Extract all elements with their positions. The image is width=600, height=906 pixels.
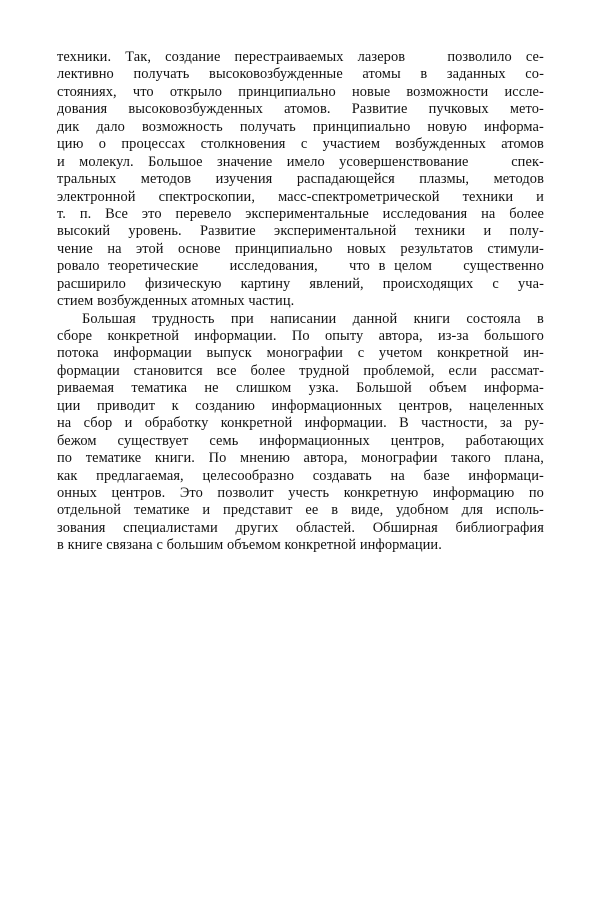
word: что: [132, 83, 154, 100]
word: участием: [322, 136, 381, 153]
word: все: [216, 362, 237, 379]
word: выпуск: [206, 345, 252, 362]
text-line: [57, 311, 544, 328]
word: конкретной: [107, 328, 180, 344]
word: принципиально: [312, 118, 411, 135]
word: конкретной: [437, 345, 509, 362]
text-line: [57, 136, 544, 153]
text-line: [57, 206, 544, 223]
word: электронной: [57, 188, 136, 205]
word: объем: [429, 380, 467, 397]
text-line: [57, 485, 544, 502]
word: Большой: [356, 380, 412, 397]
word: опыту: [324, 328, 364, 344]
word: формации: [57, 362, 120, 379]
paragraph-1: [57, 49, 544, 311]
word: монографии: [361, 450, 438, 467]
word: перевело: [175, 205, 232, 222]
word: информа-: [484, 118, 544, 135]
word: целом: [394, 258, 432, 275]
word: потока: [57, 345, 99, 362]
word: ровало: [57, 258, 100, 275]
word: экспериментальной: [274, 223, 397, 240]
text-line: [57, 84, 544, 101]
word: усовершенствование: [339, 153, 469, 170]
text-line: [57, 223, 544, 240]
word: картину: [240, 275, 291, 292]
word: информации.: [194, 328, 277, 344]
word: В: [399, 415, 409, 432]
word: спектроскопии,: [158, 188, 256, 205]
word: техники: [462, 188, 514, 205]
word: этой: [136, 240, 164, 257]
word: Это: [179, 484, 203, 501]
word: по: [528, 484, 544, 501]
text-line: [57, 189, 544, 206]
word: получать: [239, 118, 296, 135]
word: атомов.: [284, 101, 331, 118]
word: что: [349, 258, 370, 275]
word: пучковых: [428, 101, 489, 118]
word: автора,: [378, 328, 423, 344]
word: если: [448, 362, 477, 379]
word: мнению: [240, 450, 290, 467]
word: такого: [451, 450, 491, 467]
word: тральных: [57, 171, 117, 188]
word: и: [57, 153, 65, 170]
word: и: [483, 223, 492, 240]
word: обработку: [144, 415, 209, 432]
word: риваемая: [57, 380, 115, 397]
word: лективно: [57, 66, 114, 83]
word: написании: [270, 310, 337, 327]
word: ин-: [523, 345, 544, 362]
word: позволит: [217, 484, 274, 501]
word: конкретной: [220, 415, 293, 432]
word: ее: [305, 502, 319, 519]
word: за: [500, 415, 513, 432]
word: техники.: [57, 49, 112, 65]
word: значение: [216, 153, 273, 170]
word: центров.: [111, 484, 166, 501]
word: удобном: [396, 502, 449, 519]
word: методов: [140, 171, 192, 188]
word: информационных: [271, 397, 383, 414]
word: нацеленных: [468, 397, 544, 414]
word: исследования,: [229, 258, 318, 275]
word: приводит: [96, 397, 156, 414]
word: физическую: [145, 275, 222, 292]
text-line: [57, 468, 544, 485]
word: перестраиваемых: [234, 49, 344, 65]
word: с: [357, 345, 365, 362]
word: по: [57, 450, 73, 467]
word: со-: [525, 66, 544, 83]
word: исполь-: [495, 502, 544, 519]
text-line: [57, 276, 544, 293]
word: отдельной: [57, 502, 122, 519]
word: По: [208, 450, 227, 467]
text-line: [57, 380, 544, 397]
word: существует: [117, 432, 189, 449]
word: для: [461, 502, 484, 519]
text-line: [57, 49, 544, 66]
word: онных: [57, 484, 97, 501]
word: слишком: [235, 380, 292, 397]
word: более: [250, 362, 286, 379]
word: на: [390, 467, 405, 484]
word: стояниях,: [57, 83, 117, 100]
text-line: [57, 398, 544, 415]
word: Обширная: [372, 519, 438, 536]
word: дик: [57, 118, 80, 135]
word: на: [481, 205, 496, 222]
word: автора,: [303, 450, 348, 467]
word: возбужденных: [395, 136, 486, 153]
word: из-за: [437, 328, 469, 344]
word: атомы: [362, 66, 401, 83]
word: Большое: [148, 153, 203, 170]
word: Все: [105, 205, 129, 222]
word: иссле-: [504, 83, 544, 100]
word: изучения: [215, 171, 273, 188]
text-line: [57, 154, 544, 171]
word: областей.: [296, 519, 356, 536]
text-line: [57, 520, 544, 537]
word: существенно: [463, 258, 544, 275]
word: ции: [57, 397, 81, 414]
word: получать: [133, 66, 190, 83]
word: на: [57, 415, 72, 432]
word: Развитие: [351, 101, 408, 118]
word: результатов: [400, 240, 473, 257]
text-line: [57, 415, 544, 432]
word: новых: [346, 240, 386, 257]
word: в: [537, 310, 544, 327]
word: учетом: [378, 345, 423, 362]
word: созданию: [195, 397, 255, 414]
word: специалистами: [123, 519, 218, 536]
word: чение: [57, 240, 93, 257]
word: предлагаемая,: [96, 467, 184, 484]
word: становится: [133, 362, 203, 379]
word: и: [536, 188, 544, 205]
text-line: [57, 171, 544, 188]
word: учесть: [288, 484, 330, 501]
word: узка.: [308, 380, 339, 397]
word: при: [230, 310, 254, 327]
text-line: [57, 433, 544, 450]
word: стимули-: [487, 240, 544, 257]
word: с: [300, 136, 308, 153]
word: столкновения: [200, 136, 286, 153]
word: дало: [96, 118, 125, 135]
word: техники: [414, 223, 466, 240]
word: молекул.: [79, 153, 134, 170]
word: бежом: [57, 432, 97, 449]
word: состояла: [466, 310, 521, 327]
word: базе: [423, 467, 450, 484]
word: возможности: [406, 83, 489, 100]
word: в: [331, 502, 339, 519]
word: цию: [57, 136, 84, 153]
word: уча-: [517, 275, 544, 292]
word: методов: [493, 171, 544, 188]
body-text-block: [57, 49, 544, 555]
word: плазмы,: [419, 171, 470, 188]
word: мето-: [509, 101, 544, 118]
word: се-: [525, 49, 544, 65]
word: новую: [427, 118, 468, 135]
word: частности,: [421, 415, 488, 432]
word: не: [204, 380, 219, 397]
text-line: [57, 241, 544, 258]
word: данной: [352, 310, 398, 327]
word: к: [171, 397, 179, 414]
word: основе: [178, 240, 221, 257]
word: с: [492, 275, 499, 292]
word: информационных: [259, 432, 370, 449]
word: в: [420, 66, 428, 83]
word: возможность: [141, 118, 223, 135]
word: информации: [113, 345, 192, 362]
word: конкретную: [343, 484, 419, 501]
word: высоковозбужденные: [209, 66, 343, 83]
text-line: [57, 502, 544, 519]
text-line: [57, 101, 544, 118]
word: открыло: [169, 83, 223, 100]
text-line: [57, 119, 544, 136]
word: новые: [351, 83, 391, 100]
word: представит: [223, 502, 293, 519]
word: виде,: [350, 502, 384, 519]
word: трудность: [152, 310, 215, 327]
word: и: [202, 502, 211, 519]
word: явлений,: [309, 275, 364, 292]
text-line: [57, 450, 544, 467]
word: в: [378, 258, 386, 275]
word: спек-: [511, 153, 544, 170]
word: более: [509, 205, 544, 222]
text-line: [57, 363, 544, 380]
word: на: [107, 240, 122, 257]
word: лазеров: [357, 49, 406, 65]
word: других: [235, 519, 279, 536]
word: уровень.: [128, 223, 182, 240]
word: трудной: [299, 362, 350, 379]
word: книги.: [154, 450, 196, 467]
word: теоретические: [108, 258, 199, 275]
word: т.: [57, 205, 67, 222]
word: Большая: [82, 310, 136, 327]
word: п.: [79, 205, 92, 222]
word: книги: [413, 310, 451, 327]
word: полу-: [509, 223, 544, 240]
word: семь: [209, 432, 239, 449]
word: создание: [165, 49, 221, 65]
word: работающих: [465, 432, 544, 449]
text-line: [57, 258, 544, 275]
word: По: [291, 328, 310, 344]
paragraph-2: [57, 311, 544, 555]
word: ру-: [524, 415, 544, 432]
word: принципиально: [238, 83, 336, 100]
word: информацию: [432, 484, 515, 501]
word: библиография: [455, 519, 544, 536]
text-line: [57, 328, 544, 345]
word: заданных: [446, 66, 506, 83]
word: Так,: [125, 49, 152, 65]
word: создавать: [312, 467, 372, 484]
word: проблемой,: [363, 362, 435, 379]
word: экспериментальные: [245, 205, 369, 222]
word: большого: [484, 328, 544, 344]
word: расширило: [57, 275, 126, 292]
word: исследования: [382, 205, 468, 222]
word: как: [57, 467, 78, 484]
word: высокий: [57, 223, 111, 240]
text-line: [57, 66, 544, 83]
word: тематике: [133, 502, 190, 519]
word: масс-спектрометрической: [278, 188, 440, 205]
word: центров,: [390, 432, 445, 449]
word: зования: [57, 519, 106, 536]
word: информа-: [484, 380, 544, 397]
word: принципиально: [234, 240, 333, 257]
word: рассмат-: [490, 362, 544, 379]
word: о: [98, 136, 107, 153]
word: плана,: [504, 450, 544, 467]
text-line: в книге связана с большим объемом конкретной информации.: [57, 537, 442, 554]
word: дования: [57, 101, 108, 118]
word: происходящих: [382, 275, 474, 292]
word: тематике: [85, 450, 142, 467]
word: это: [141, 205, 162, 222]
word: и: [124, 415, 133, 432]
word: высоковозбужденных: [128, 101, 263, 118]
word: атомов: [501, 136, 544, 153]
word: целесообразно: [202, 467, 295, 484]
word: имело: [286, 153, 325, 170]
text-line: стием возбужденных атомных частиц.: [57, 293, 295, 310]
word: распадающейся: [296, 171, 395, 188]
word: сбор: [83, 415, 113, 432]
word: Развитие: [200, 223, 256, 240]
word: тематика: [131, 380, 188, 397]
word: информации.: [304, 415, 387, 432]
word: информаци-: [468, 467, 544, 484]
word: процессах: [121, 136, 186, 153]
word: сборе: [57, 328, 93, 344]
word: центров,: [398, 397, 453, 414]
text-line: [57, 345, 544, 362]
word: монографии: [266, 345, 343, 362]
word: позволило: [447, 49, 512, 65]
